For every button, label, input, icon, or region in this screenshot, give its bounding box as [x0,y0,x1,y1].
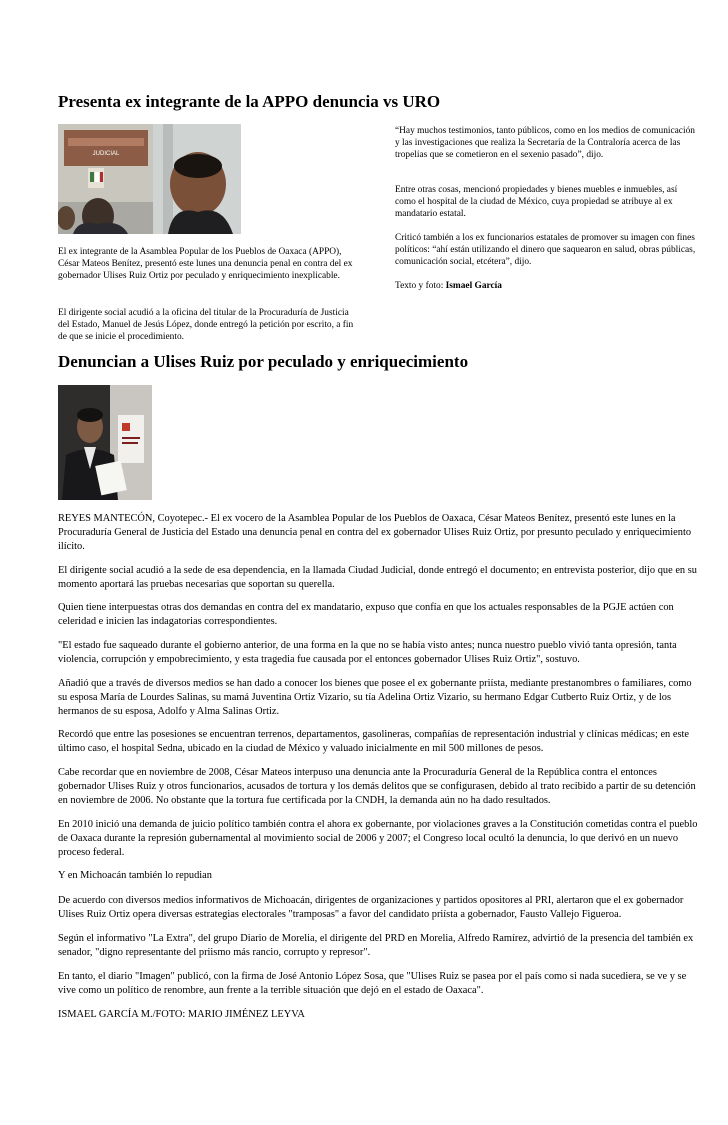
article2-paragraph: Recordó que entre las posesiones se encuentran terrenos, departamentos, gasolineras, compañías de representación industrial y clínicas médicas; en este último caso, el hospital Sedna, ubicado en la ciudad de México y valuado inicialmente en mil 500 millones de pesos. [58,729,690,755]
credit-label: Texto y foto: [395,281,444,291]
photo-sign-text: JUDICIAL [92,151,120,157]
article2-paragraph: REYES MANTECÓN, Coyotepec.- El ex vocero de la Asamblea Popular de los Pueblos de Oaxaca, César Mateos Benítez, presentó este lunes en la Procuraduría General de Justicia del Estado una denuncia penal en contra del ex gobernador Ulises Ruiz Ortiz, por presunto peculado y enriquecimiento ilícito. [58,513,692,553]
article2-paragraph: El dirigente social acudió a la sede de esa dependencia, en la llamada Ciudad Judicial, donde entregó el documento; en entrevista posterior, dijo que en su momento aportará las pruebas necesarias que soportan su querella. [58,565,697,591]
article2-paragraph: En tanto, el diario "Imagen" publicó, con la firma de José Antonio López Sosa, que "Ulises Ruiz se pasea por el país como si nada sucediera, se ve y se vive como un político de renombre, aun frente a la terrible situación que dejó en el estado de Oaxaca". [58,971,687,997]
article2-paragraph: De acuerdo con diversos medios informativos de Michoacán, dirigentes de organizaciones y partidos opositores al PRI, alertaron que el ex gobernador Ulises Ruiz Ortiz opera diversas estrategias electorales "tramposas" a favor del candidato priísta a gobernador, Fausto Vallejo Figueroa. [58,895,684,921]
article1-title: Presenta ex integrante de la APPO denuncia vs URO [58,92,441,111]
article1-right-paragraph: “Hay muchos testimonios, tanto públicos, como en los medios de comunicación y las investigaciones que realiza la Secretaría de la Contraloría acerca de las tropelías que se cometieron en el sexenio pasado”, dijo. [395,126,695,161]
credit-name: Ismael García [445,281,502,291]
article2-paragraph: En 2010 inició una demanda de juicio político también contra el ahora ex gobernante, por violaciones graves a la Constitución cometidas contra el pueblo de Oaxaca durante la represión gubernamental al movimiento social de 2006 y 2007; el Congreso local ocultó la denuncia, lo que derivó en un nuevo proceso federal. [58,819,698,859]
article1-left-paragraph: El dirigente social acudió a la oficina del titular de la Procuraduría de Justicia del Estado, Manuel de Jesús López, donde entregó la petición por escrito, a fin de que se inicie el procedimiento. [58,308,354,343]
article2-paragraph: Quien tiene interpuestas otras dos demandas en contra del ex mandatario, expuso que confía en que los actuales responsables de la PGJE actúen con celeridad e inicien las indagatorias correspondientes. [58,602,674,628]
article2-paragraph: Según el informativo "La Extra", del grupo Diario de Morelia, el dirigente del PRD en Morelia, Alfredo Ramírez, advirtió de la presencia del también ex senador, "digno representante del priismo más rancio, corrupto y represor". [58,933,694,959]
article2-paragraph: Cabe recordar que en noviembre de 2008, César Mateos interpuso una denuncia ante la Procuraduría General de la República contra el entonces gobernador Ulises Ruiz y otros funcionarios, acusados de tortura y los demás delitos que se configurasen, debido al trato recibido a partir de su detención en noviembre de 2006. No obstante que la tortura fue certificada por la CNDH, la demanda aún no ha dado resultados. [58,767,696,807]
article1-photo-graphic [58,124,241,234]
article2-subheading: Y en Michoacán también lo repudian [58,870,212,881]
article1-photo [58,124,241,234]
article2-byline: ISMAEL GARCÍA M./FOTO: MARIO JIMÉNEZ LEYVA [58,1009,305,1020]
article1-right-paragraph: Criticó también a los ex funcionarios estatales de promover su imagen con fines políticos: “ahí están utilizando el dinero que saquearon en salud, obras públicas, comunicación social, etcétera”, dijo. [395,233,696,268]
article2-photo [58,385,152,500]
article2-paragraph: Añadió que a través de diversos medios se han dado a conocer los bienes que posee el ex gobernante priísta, mediante prestanombres o familiares, como su esposa María de Lourdes Salinas, su mamá Juventina Ortiz Vizario, su tía Adelina Ortiz Vizario, su hermano Edgar Cutberto Ruiz Ortiz, y de los hermanos de su esposa, Adolfo y Alma Salinas Ortiz. [58,678,692,718]
article2-paragraph: "El estado fue saqueado durante el gobierno anterior, de una forma en la que no se había visto antes; nunca nuestro pueblo vivió tanta opresión, tanta violencia, corrupción y empobrecimiento, y esta tragedia fue causada por el entonces gobernador Ulises Ruiz Ortiz", sostuvo. [58,640,677,666]
article2-title: Denuncian a Ulises Ruiz por peculado y enriquecimiento [58,352,469,371]
article2-photo-graphic [58,385,152,500]
article1-credit [395,280,697,292]
article1-left-paragraph: El ex integrante de la Asamblea Popular de los Pueblos de Oaxaca (APPO), César Mateos Benítez, presentó este lunes una denuncia penal en contra del ex gobernador Ulises Ruiz Ortiz por peculado y enriquecimiento inexplicable. [58,247,353,282]
article1-right-paragraph: Entre otras cosas, mencionó propiedades y bienes muebles e inmuebles, así como el hospital de la ciudad de México, cuya propiedad se atribuye al ex mandatario estatal. [395,185,678,220]
